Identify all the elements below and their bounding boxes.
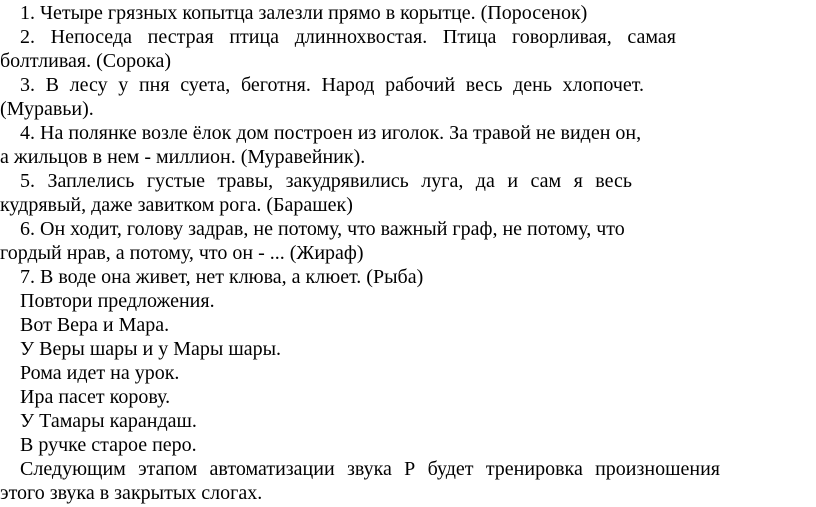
- closing-paragraph-line-1: Следующим этапом автоматизации звука Р будет тренировка произношения: [20, 458, 720, 480]
- riddle-1-line-1: 1. Четыре грязных копытца залезли прямо в корытце. (Поросенок): [20, 2, 588, 24]
- riddle-5-line-2: кудрявый, даже завитком рога. (Барашек): [0, 194, 353, 216]
- riddle-5-line-1: 5. Заплелись густые травы, закудрявились луга, да и сам я весь: [20, 170, 632, 192]
- riddle-4-line-2: а жильцов в нем - миллион. (Муравейник).: [0, 146, 366, 168]
- exercise-heading: Повтори предложения.: [20, 290, 215, 312]
- sentence-4: Ира пасет корову.: [20, 386, 171, 408]
- sentence-1: Вот Вера и Мара.: [20, 314, 170, 336]
- sentence-5: У Тамары карандаш.: [20, 410, 197, 432]
- riddle-6-line-2: гордый нрав, а потому, что он - ... (Жираф): [0, 242, 364, 264]
- riddle-3-line-2: (Муравьи).: [0, 98, 94, 120]
- riddle-7-line-1: 7. В воде она живет, нет клюва, а клюет. (Рыба): [20, 266, 424, 288]
- riddle-2-line-1: 2. Непоседа пестрая птица длиннохвостая. Птица говорливая, самая: [20, 26, 676, 48]
- sentence-6: В ручке старое перо.: [20, 434, 197, 456]
- riddle-6-line-1: 6. Он ходит, голову задрав, не потому, что важный граф, не потому, что: [20, 218, 625, 240]
- riddle-4-line-1: 4. На полянке возле ёлок дом построен из иголок. За травой не виден он,: [20, 122, 642, 144]
- riddle-2-line-2: болтливая. (Сорока): [0, 50, 172, 72]
- riddle-3-line-1: 3. В лесу у пня суета, беготня. Народ рабочий весь день хлопочет.: [20, 74, 644, 96]
- sentence-3: Рома идет на урок.: [20, 362, 180, 384]
- closing-paragraph-line-2: этого звука в закрытых слогах.: [0, 482, 263, 504]
- sentence-2: У Веры шары и у Мары шары.: [20, 338, 282, 360]
